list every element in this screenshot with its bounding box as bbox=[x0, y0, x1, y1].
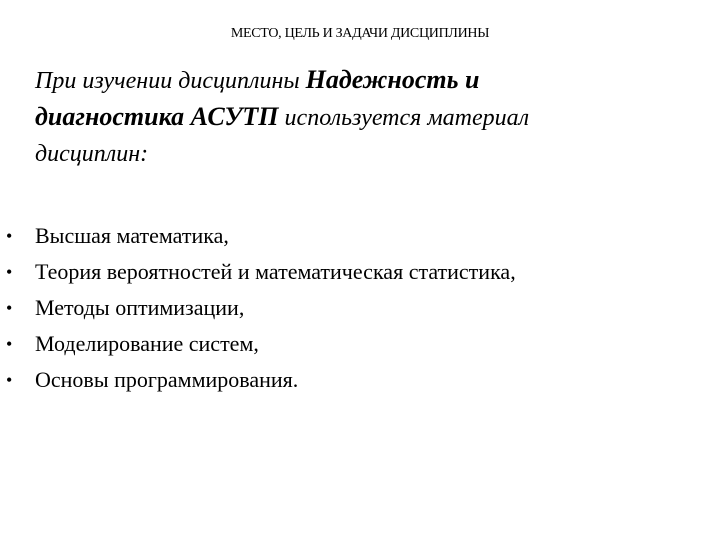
list-item bbox=[0, 254, 700, 290]
bullet-icon: • bbox=[6, 226, 13, 246]
discipline-name-part1: Надежность и bbox=[305, 65, 480, 94]
list-item bbox=[0, 218, 700, 254]
intro-paragraph bbox=[35, 62, 675, 172]
list-item-text: Моделирование систем, bbox=[35, 331, 259, 356]
intro-text-end: дисциплин: bbox=[35, 141, 149, 167]
list-item-text: Высшая математика, bbox=[35, 223, 229, 248]
bullet-icon: • bbox=[6, 334, 13, 354]
discipline-name-part2: диагностика АСУТП bbox=[35, 102, 279, 131]
list-item bbox=[0, 362, 700, 398]
bullet-icon: • bbox=[6, 298, 13, 318]
intro-text-start: При изучении дисциплины bbox=[35, 68, 306, 94]
list-item bbox=[0, 326, 700, 362]
disciplines-list bbox=[0, 218, 700, 398]
intro-text-middle: используется материал bbox=[278, 105, 530, 131]
bullet-icon: • bbox=[6, 370, 13, 390]
list-item-text: Основы программирования. bbox=[35, 367, 299, 392]
bullet-icon: • bbox=[6, 262, 13, 282]
list-item bbox=[0, 290, 700, 326]
list-item-text: Теория вероятностей и математическая статистика, bbox=[35, 259, 516, 284]
list-item-text: Методы оптимизации, bbox=[35, 295, 245, 320]
slide-title: МЕСТО, ЦЕЛЬ И ЗАДАЧИ ДИСЦИПЛИНЫ bbox=[230, 26, 490, 41]
